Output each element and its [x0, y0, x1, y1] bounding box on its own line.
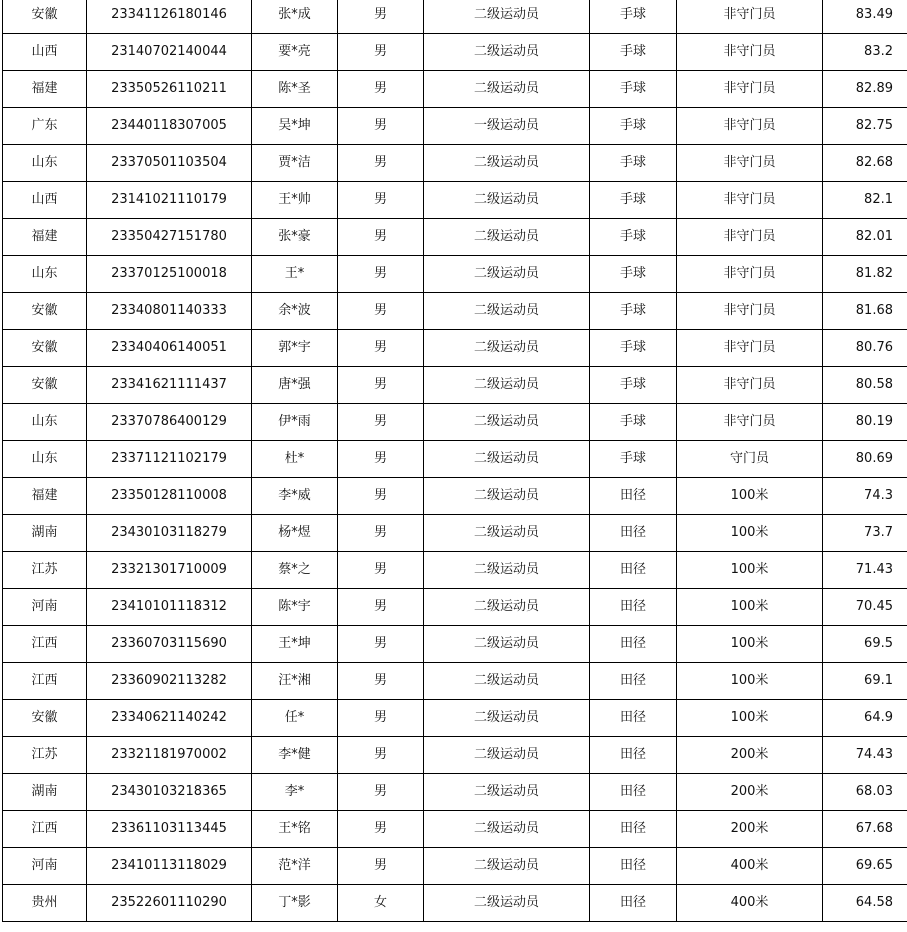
- score-cell: 71.43: [823, 552, 907, 589]
- event-cell: 100米: [677, 552, 823, 589]
- gender-cell: 男: [338, 404, 424, 441]
- athlete-name-cell: 李*健: [252, 737, 338, 774]
- athlete-name-cell: 任*: [252, 700, 338, 737]
- gender-cell: 男: [338, 330, 424, 367]
- event-cell: 非守门员: [677, 108, 823, 145]
- athlete-name-cell: 要*亮: [252, 34, 338, 71]
- exam-id-cell: 23350427151780: [87, 219, 252, 256]
- score-cell: 83.2: [823, 34, 907, 71]
- gender-cell: 男: [338, 589, 424, 626]
- athlete-level-cell: 二级运动员: [424, 71, 590, 108]
- table-row: [3, 515, 907, 552]
- province-cell: 河南: [3, 848, 87, 885]
- exam-id-cell: 23370125100018: [87, 256, 252, 293]
- province-cell: 江西: [3, 663, 87, 700]
- athlete-name-cell: 王*: [252, 256, 338, 293]
- exam-id-cell: 23321301710009: [87, 552, 252, 589]
- event-cell: 400米: [677, 885, 823, 922]
- sport-cell: 田径: [590, 811, 677, 848]
- athlete-level-cell: 二级运动员: [424, 515, 590, 552]
- athlete-name-cell: 蔡*之: [252, 552, 338, 589]
- event-cell: 守门员: [677, 441, 823, 478]
- event-cell: 非守门员: [677, 182, 823, 219]
- results-table: [2, 0, 907, 922]
- score-cell: 64.9: [823, 700, 907, 737]
- gender-cell: 男: [338, 811, 424, 848]
- province-cell: 山东: [3, 404, 87, 441]
- exam-id-cell: 23141021110179: [87, 182, 252, 219]
- gender-cell: 男: [338, 663, 424, 700]
- athlete-level-cell: 二级运动员: [424, 626, 590, 663]
- gender-cell: 男: [338, 182, 424, 219]
- event-cell: 非守门员: [677, 404, 823, 441]
- sport-cell: 手球: [590, 145, 677, 182]
- athlete-level-cell: 二级运动员: [424, 737, 590, 774]
- exam-id-cell: 23360902113282: [87, 663, 252, 700]
- athlete-level-cell: 二级运动员: [424, 256, 590, 293]
- score-cell: 73.7: [823, 515, 907, 552]
- event-cell: 100米: [677, 700, 823, 737]
- exam-id-cell: 23321181970002: [87, 737, 252, 774]
- athlete-name-cell: 贾*洁: [252, 145, 338, 182]
- score-cell: 82.01: [823, 219, 907, 256]
- event-cell: 非守门员: [677, 0, 823, 34]
- event-cell: 非守门员: [677, 256, 823, 293]
- athlete-name-cell: 李*威: [252, 478, 338, 515]
- gender-cell: 男: [338, 774, 424, 811]
- table-row: [3, 811, 907, 848]
- sport-cell: 手球: [590, 441, 677, 478]
- table-row: [3, 256, 907, 293]
- athlete-level-cell: 二级运动员: [424, 145, 590, 182]
- exam-id-cell: 23340801140333: [87, 293, 252, 330]
- score-cell: 67.68: [823, 811, 907, 848]
- sport-cell: 手球: [590, 219, 677, 256]
- gender-cell: 男: [338, 515, 424, 552]
- province-cell: 山西: [3, 182, 87, 219]
- province-cell: 山西: [3, 34, 87, 71]
- province-cell: 山东: [3, 145, 87, 182]
- athlete-level-cell: 二级运动员: [424, 700, 590, 737]
- province-cell: 江苏: [3, 552, 87, 589]
- score-cell: 74.43: [823, 737, 907, 774]
- score-cell: 69.5: [823, 626, 907, 663]
- province-cell: 湖南: [3, 515, 87, 552]
- exam-id-cell: 23341621111437: [87, 367, 252, 404]
- exam-id-cell: 23522601110290: [87, 885, 252, 922]
- athlete-name-cell: 杜*: [252, 441, 338, 478]
- sport-cell: 田径: [590, 848, 677, 885]
- exam-id-cell: 23410113118029: [87, 848, 252, 885]
- table-row: [3, 478, 907, 515]
- event-cell: 200米: [677, 737, 823, 774]
- gender-cell: 男: [338, 478, 424, 515]
- gender-cell: 男: [338, 367, 424, 404]
- exam-id-cell: 23350526110211: [87, 71, 252, 108]
- exam-id-cell: 23340621140242: [87, 700, 252, 737]
- province-cell: 江苏: [3, 737, 87, 774]
- exam-id-cell: 23430103218365: [87, 774, 252, 811]
- province-cell: 福建: [3, 219, 87, 256]
- sport-cell: 手球: [590, 108, 677, 145]
- table-row: [3, 885, 907, 922]
- table-row: [3, 219, 907, 256]
- event-cell: 非守门员: [677, 330, 823, 367]
- athlete-name-cell: 唐*强: [252, 367, 338, 404]
- province-cell: 安徽: [3, 293, 87, 330]
- athlete-name-cell: 李*: [252, 774, 338, 811]
- athlete-level-cell: 二级运动员: [424, 367, 590, 404]
- province-cell: 江西: [3, 811, 87, 848]
- exam-id-cell: 23360703115690: [87, 626, 252, 663]
- score-cell: 80.19: [823, 404, 907, 441]
- event-cell: 200米: [677, 811, 823, 848]
- event-cell: 非守门员: [677, 71, 823, 108]
- athlete-level-cell: 二级运动员: [424, 811, 590, 848]
- province-cell: 安徽: [3, 367, 87, 404]
- sport-cell: 田径: [590, 663, 677, 700]
- sport-cell: 田径: [590, 885, 677, 922]
- athlete-name-cell: 汪*湘: [252, 663, 338, 700]
- gender-cell: 男: [338, 737, 424, 774]
- event-cell: 100米: [677, 589, 823, 626]
- sport-cell: 手球: [590, 293, 677, 330]
- sport-cell: 田径: [590, 589, 677, 626]
- gender-cell: 男: [338, 145, 424, 182]
- score-cell: 80.69: [823, 441, 907, 478]
- gender-cell: 男: [338, 293, 424, 330]
- athlete-level-cell: 二级运动员: [424, 848, 590, 885]
- score-cell: 69.65: [823, 848, 907, 885]
- sport-cell: 手球: [590, 71, 677, 108]
- sport-cell: 田径: [590, 700, 677, 737]
- province-cell: 山东: [3, 256, 87, 293]
- province-cell: 广东: [3, 108, 87, 145]
- score-cell: 82.89: [823, 71, 907, 108]
- exam-id-cell: 23370501103504: [87, 145, 252, 182]
- table-row: [3, 441, 907, 478]
- table-row: [3, 293, 907, 330]
- sport-cell: 手球: [590, 404, 677, 441]
- athlete-name-cell: 丁*影: [252, 885, 338, 922]
- gender-cell: 男: [338, 108, 424, 145]
- sport-cell: 田径: [590, 552, 677, 589]
- exam-id-cell: 23350128110008: [87, 478, 252, 515]
- athlete-level-cell: 二级运动员: [424, 478, 590, 515]
- exam-id-cell: 23430103118279: [87, 515, 252, 552]
- gender-cell: 男: [338, 256, 424, 293]
- province-cell: 江西: [3, 626, 87, 663]
- gender-cell: 男: [338, 34, 424, 71]
- athlete-name-cell: 余*波: [252, 293, 338, 330]
- athlete-level-cell: 一级运动员: [424, 108, 590, 145]
- score-cell: 83.49: [823, 0, 907, 34]
- province-cell: 安徽: [3, 330, 87, 367]
- athlete-level-cell: 二级运动员: [424, 404, 590, 441]
- results-table-body: [3, 0, 907, 922]
- athlete-level-cell: 二级运动员: [424, 885, 590, 922]
- province-cell: 福建: [3, 71, 87, 108]
- province-cell: 河南: [3, 589, 87, 626]
- athlete-level-cell: 二级运动员: [424, 34, 590, 71]
- score-cell: 82.1: [823, 182, 907, 219]
- athlete-name-cell: 范*洋: [252, 848, 338, 885]
- sport-cell: 手球: [590, 182, 677, 219]
- event-cell: 100米: [677, 515, 823, 552]
- athlete-level-cell: 二级运动员: [424, 330, 590, 367]
- gender-cell: 男: [338, 71, 424, 108]
- exam-id-cell: 23341126180146: [87, 0, 252, 34]
- athlete-name-cell: 吴*坤: [252, 108, 338, 145]
- athlete-name-cell: 陈*圣: [252, 71, 338, 108]
- sport-cell: 手球: [590, 34, 677, 71]
- sport-cell: 手球: [590, 330, 677, 367]
- sport-cell: 田径: [590, 626, 677, 663]
- event-cell: 100米: [677, 478, 823, 515]
- athlete-level-cell: 二级运动员: [424, 589, 590, 626]
- athlete-name-cell: 王*帅: [252, 182, 338, 219]
- score-cell: 74.3: [823, 478, 907, 515]
- table-row: [3, 700, 907, 737]
- province-cell: 安徽: [3, 700, 87, 737]
- gender-cell: 男: [338, 626, 424, 663]
- sport-cell: 田径: [590, 478, 677, 515]
- province-cell: 安徽: [3, 0, 87, 34]
- table-row: [3, 71, 907, 108]
- exam-id-cell: 23361103113445: [87, 811, 252, 848]
- sport-cell: 手球: [590, 0, 677, 34]
- table-row: [3, 330, 907, 367]
- gender-cell: 男: [338, 219, 424, 256]
- gender-cell: 男: [338, 441, 424, 478]
- athlete-level-cell: 二级运动员: [424, 552, 590, 589]
- athlete-name-cell: 杨*煜: [252, 515, 338, 552]
- score-cell: 70.45: [823, 589, 907, 626]
- score-cell: 69.1: [823, 663, 907, 700]
- event-cell: 100米: [677, 626, 823, 663]
- athlete-level-cell: 二级运动员: [424, 441, 590, 478]
- score-cell: 64.58: [823, 885, 907, 922]
- table-row: [3, 108, 907, 145]
- athlete-level-cell: 二级运动员: [424, 0, 590, 34]
- score-cell: 81.68: [823, 293, 907, 330]
- athlete-level-cell: 二级运动员: [424, 663, 590, 700]
- table-row: [3, 589, 907, 626]
- event-cell: 非守门员: [677, 293, 823, 330]
- athlete-name-cell: 伊*雨: [252, 404, 338, 441]
- exam-id-cell: 23371121102179: [87, 441, 252, 478]
- table-row: [3, 737, 907, 774]
- event-cell: 200米: [677, 774, 823, 811]
- exam-id-cell: 23410101118312: [87, 589, 252, 626]
- sport-cell: 田径: [590, 737, 677, 774]
- athlete-name-cell: 张*成: [252, 0, 338, 34]
- athlete-name-cell: 郭*宇: [252, 330, 338, 367]
- table-row: [3, 848, 907, 885]
- athlete-name-cell: 王*坤: [252, 626, 338, 663]
- table-row: [3, 367, 907, 404]
- sport-cell: 田径: [590, 774, 677, 811]
- event-cell: 非守门员: [677, 219, 823, 256]
- event-cell: 100米: [677, 663, 823, 700]
- table-row: [3, 145, 907, 182]
- gender-cell: 女: [338, 885, 424, 922]
- table-row: [3, 552, 907, 589]
- table-row: [3, 774, 907, 811]
- table-row: [3, 404, 907, 441]
- exam-id-cell: 23370786400129: [87, 404, 252, 441]
- sport-cell: 田径: [590, 515, 677, 552]
- sport-cell: 手球: [590, 256, 677, 293]
- event-cell: 非守门员: [677, 367, 823, 404]
- exam-id-cell: 23140702140044: [87, 34, 252, 71]
- athlete-level-cell: 二级运动员: [424, 293, 590, 330]
- athlete-level-cell: 二级运动员: [424, 774, 590, 811]
- athlete-level-cell: 二级运动员: [424, 219, 590, 256]
- table-row: [3, 0, 907, 34]
- score-cell: 82.75: [823, 108, 907, 145]
- gender-cell: 男: [338, 0, 424, 34]
- province-cell: 贵州: [3, 885, 87, 922]
- table-row: [3, 663, 907, 700]
- sport-cell: 手球: [590, 367, 677, 404]
- table-row: [3, 34, 907, 71]
- athlete-level-cell: 二级运动员: [424, 182, 590, 219]
- athlete-name-cell: 王*铭: [252, 811, 338, 848]
- score-cell: 68.03: [823, 774, 907, 811]
- score-cell: 80.58: [823, 367, 907, 404]
- table-row: [3, 626, 907, 663]
- province-cell: 福建: [3, 478, 87, 515]
- gender-cell: 男: [338, 700, 424, 737]
- score-cell: 81.82: [823, 256, 907, 293]
- athlete-name-cell: 张*豪: [252, 219, 338, 256]
- province-cell: 湖南: [3, 774, 87, 811]
- event-cell: 非守门员: [677, 145, 823, 182]
- event-cell: 400米: [677, 848, 823, 885]
- exam-id-cell: 23440118307005: [87, 108, 252, 145]
- gender-cell: 男: [338, 848, 424, 885]
- event-cell: 非守门员: [677, 34, 823, 71]
- exam-id-cell: 23340406140051: [87, 330, 252, 367]
- athlete-name-cell: 陈*宇: [252, 589, 338, 626]
- score-cell: 82.68: [823, 145, 907, 182]
- table-row: [3, 182, 907, 219]
- province-cell: 山东: [3, 441, 87, 478]
- score-cell: 80.76: [823, 330, 907, 367]
- gender-cell: 男: [338, 552, 424, 589]
